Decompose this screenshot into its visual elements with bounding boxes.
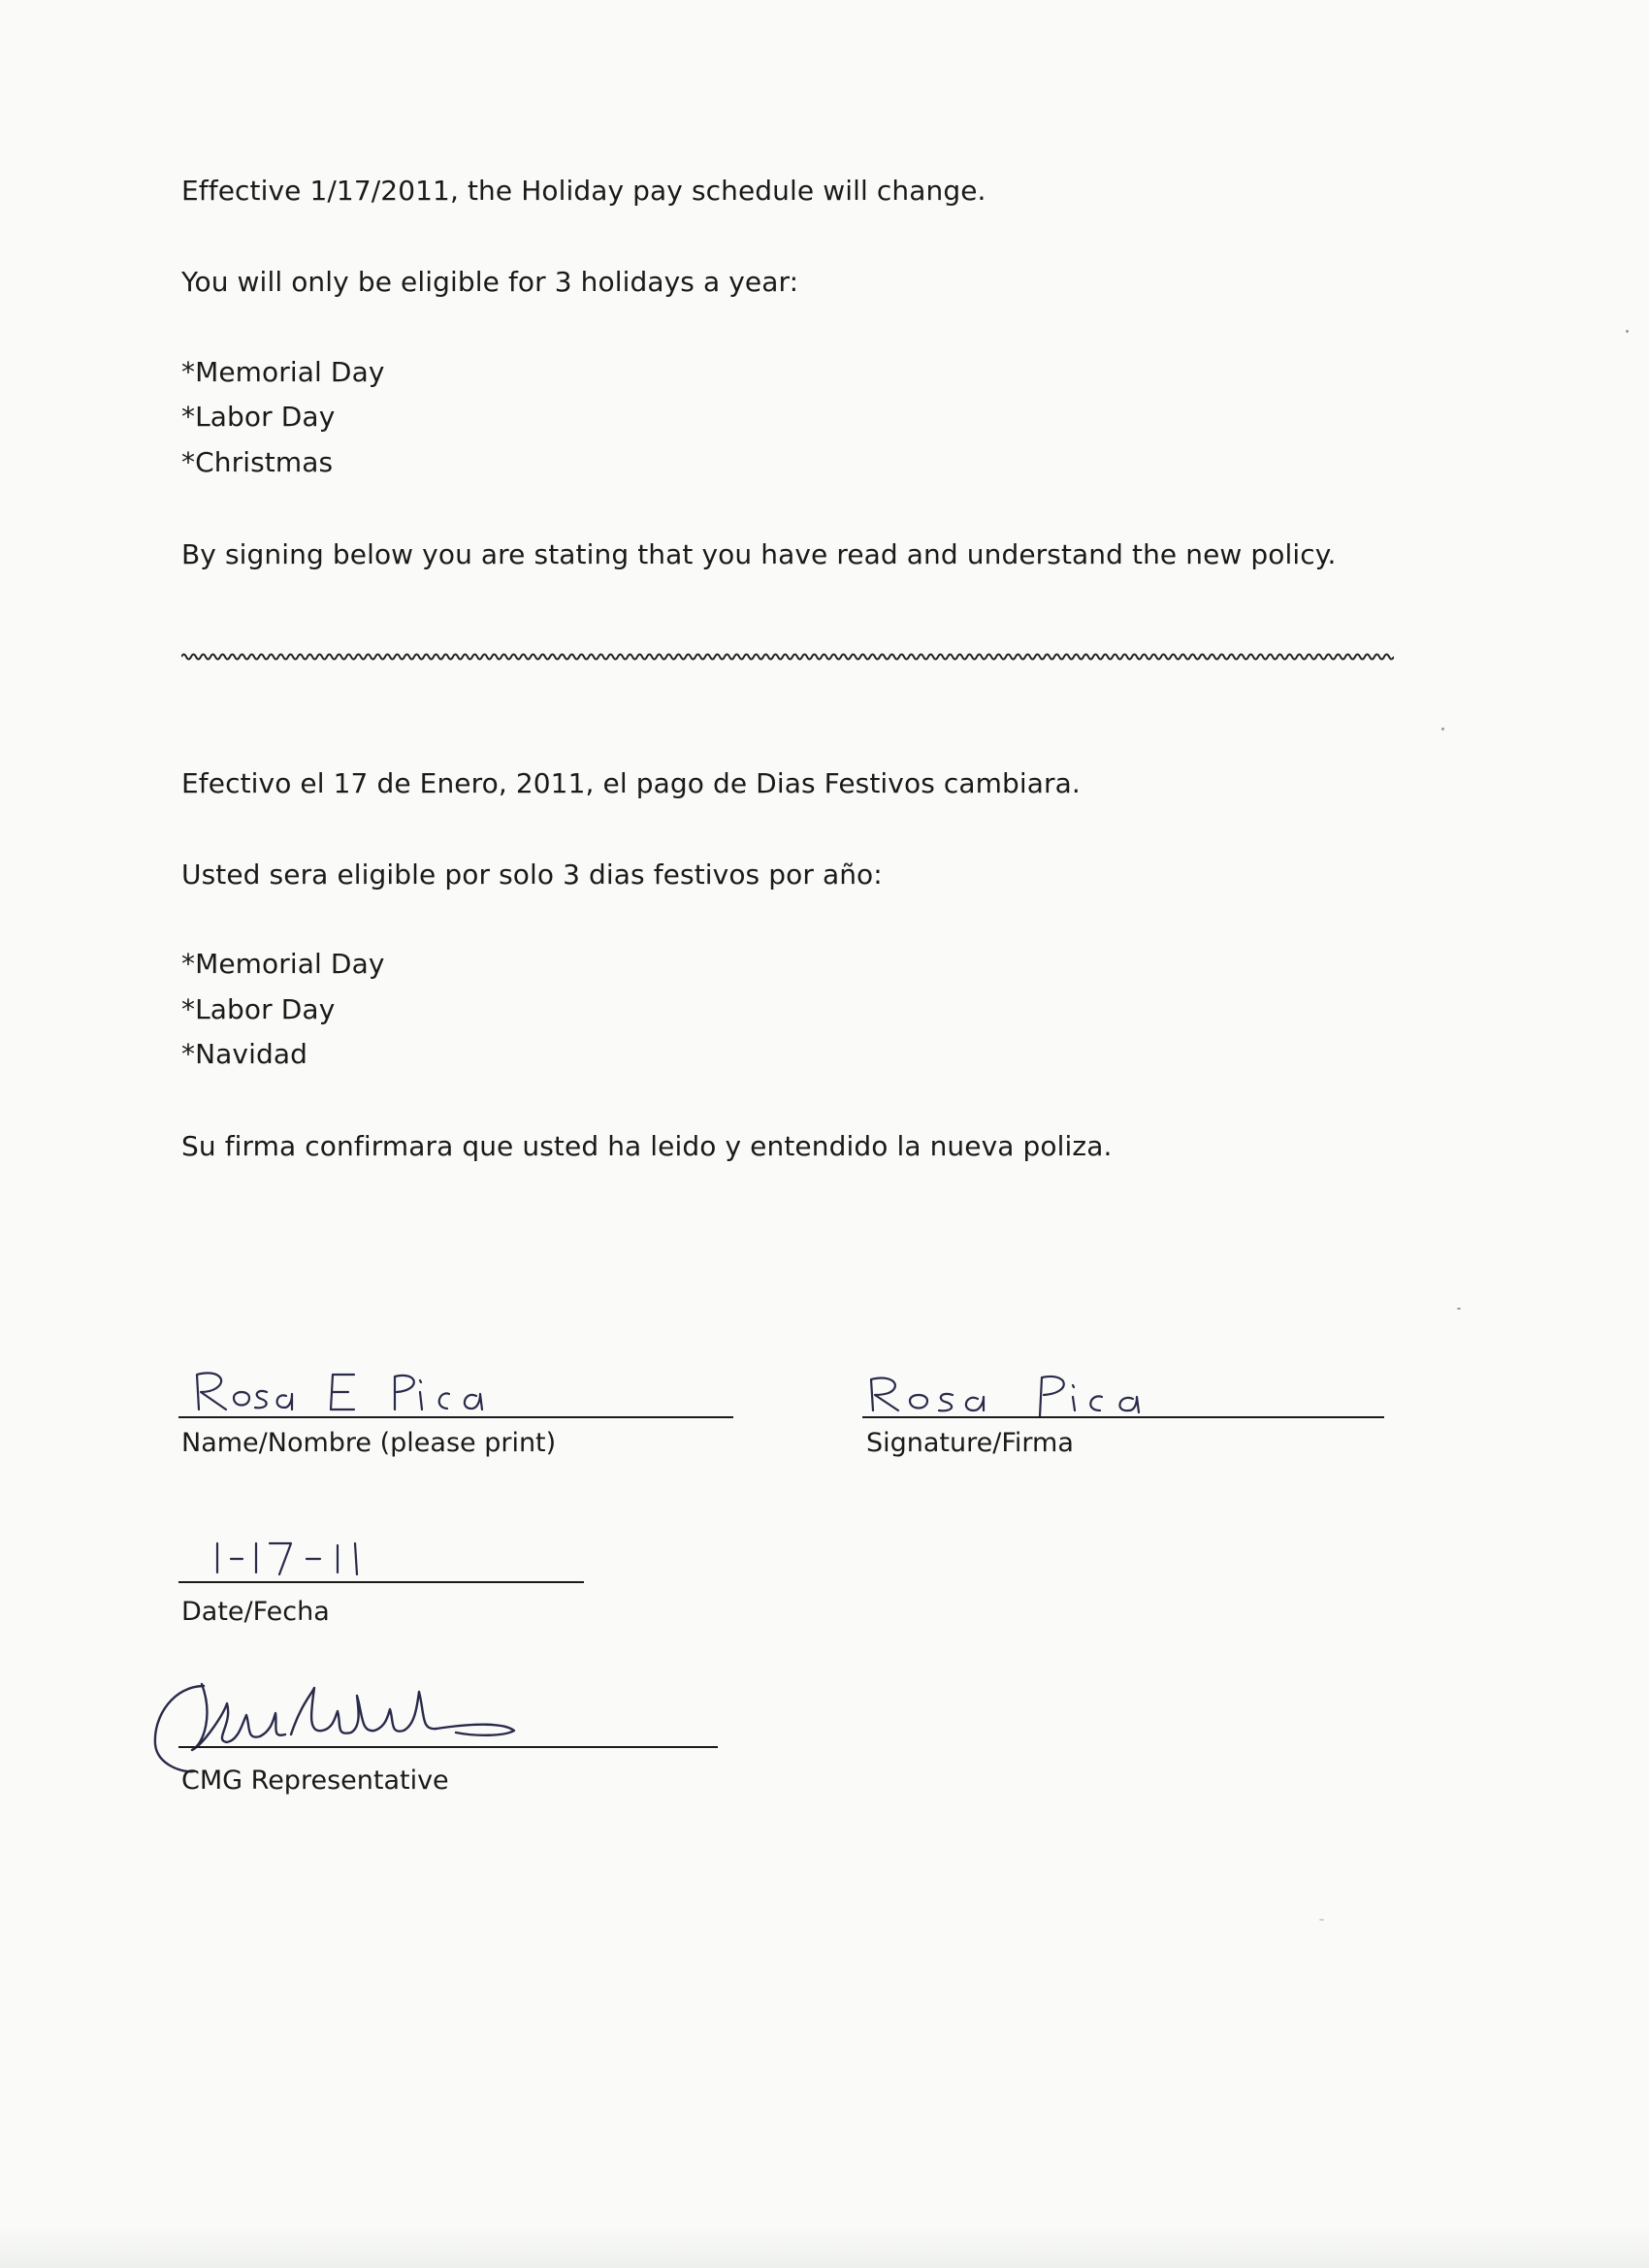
- spanish-signing-statement: Su firma confirmara que usted ha leido y entendido la nueva poliza.: [181, 1130, 1113, 1162]
- scan-speck: [1457, 1308, 1461, 1310]
- representative-field-line: [178, 1746, 718, 1748]
- signature-field-label: Signature/Firma: [866, 1428, 1074, 1458]
- printed-name-handwriting: [189, 1363, 509, 1421]
- english-effective-line: Effective 1/17/2011, the Holiday pay schedule will change.: [181, 175, 986, 207]
- spanish-holiday-item: *Memorial Day: [181, 948, 385, 980]
- spanish-holiday-item: *Labor Day: [181, 993, 336, 1025]
- signature-handwriting: [863, 1366, 1154, 1424]
- name-field-line: [178, 1416, 733, 1418]
- english-holiday-item: *Labor Day: [181, 401, 336, 433]
- spanish-holiday-item: *Navidad: [181, 1038, 307, 1070]
- scan-speck: [1441, 728, 1444, 730]
- scan-speck: [1319, 1919, 1324, 1921]
- date-field-label: Date/Fecha: [181, 1597, 330, 1627]
- english-holiday-item: *Memorial Day: [181, 356, 385, 388]
- spanish-effective-line: Efectivo el 17 de Enero, 2011, el pago de Dias Festivos cambiara.: [181, 767, 1081, 799]
- scan-speck: [1626, 330, 1629, 333]
- date-field-line: [178, 1581, 584, 1583]
- scan-bottom-edge: [0, 2226, 1649, 2268]
- signature-field-line: [862, 1416, 1384, 1418]
- tilde-divider: [181, 647, 1394, 666]
- english-signing-statement: By signing below you are stating that you have read and understand the new policy.: [181, 538, 1337, 570]
- english-holiday-item: *Christmas: [181, 446, 334, 478]
- name-field-label: Name/Nombre (please print): [181, 1428, 557, 1458]
- english-eligibility-line: You will only be eligible for 3 holidays a year:: [181, 266, 799, 298]
- date-handwriting: [204, 1538, 388, 1580]
- spanish-eligibility-line: Usted sera eligible por solo 3 dias festivos por año:: [181, 859, 883, 891]
- representative-field-label: CMG Representative: [181, 1766, 449, 1796]
